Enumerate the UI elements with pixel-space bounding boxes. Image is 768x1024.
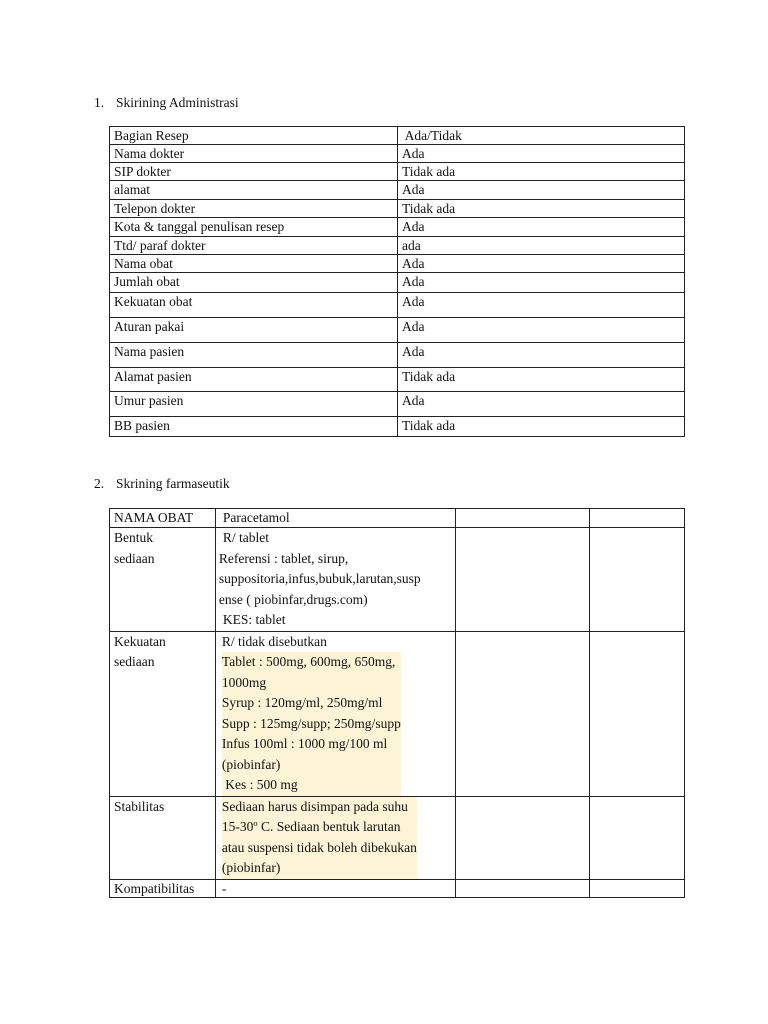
text-line: R/ tidak disebutkan: [221, 633, 327, 649]
bagian-resep-cell: Umur pasien: [110, 392, 398, 417]
label-line: Kekuatan: [114, 633, 166, 649]
header-ada-tidak: Ada/Tidak: [398, 127, 685, 145]
value-bentuk-sediaan: [215, 528, 455, 632]
section1-number: 1.: [94, 95, 105, 110]
status-cell: Ada: [398, 181, 685, 200]
empty-cell: [455, 631, 590, 796]
status-cell: Ada: [398, 255, 685, 273]
status-cell: Ada: [398, 145, 685, 163]
table-row: [110, 392, 685, 417]
value-stabilitas: [215, 796, 455, 879]
empty-cell: [590, 879, 685, 897]
table-row: [110, 145, 685, 163]
table-row: [110, 343, 685, 368]
status-cell: Ada: [398, 343, 685, 368]
label-line: Bentuk: [114, 530, 153, 545]
empty-cell: [590, 509, 685, 528]
empty-cell: [455, 509, 590, 528]
label-bentuk-sediaan: [110, 528, 216, 632]
label-line: sediaan: [114, 550, 155, 566]
text-line: Kes : 500 mg: [221, 777, 298, 792]
table-row: [110, 417, 685, 437]
empty-cell: [455, 796, 590, 879]
empty-cell: [590, 631, 685, 796]
text-line: Supp : 125mg/supp; 250mg/supp: [221, 715, 401, 731]
administrasi-table: [109, 126, 685, 437]
status-cell: ada: [398, 237, 685, 255]
table-row-kekuatan: [110, 631, 685, 796]
label-kompatibilitas: Kompatibilitas: [110, 879, 216, 897]
text-line: suppositoria,infus,bubuk,larutan,susp: [218, 571, 421, 586]
section1-heading: [94, 95, 239, 111]
bagian-resep-cell: Aturan pakai: [110, 318, 398, 343]
status-cell: Ada: [398, 293, 685, 318]
table-header-row: [110, 509, 685, 528]
header-paracetamol: Paracetamol: [215, 509, 455, 528]
bagian-resep-cell: Jumlah obat: [110, 273, 398, 293]
section2-number: 2.: [94, 476, 105, 491]
table-row: [110, 273, 685, 293]
table-row: [110, 181, 685, 200]
bagian-resep-cell: Kekuatan obat: [110, 293, 398, 318]
bagian-resep-cell: Nama pasien: [110, 343, 398, 368]
status-cell: Tidak ada: [398, 368, 685, 392]
empty-cell: [455, 879, 590, 897]
text-line: (piobinfar): [221, 756, 281, 772]
table-row: [110, 237, 685, 255]
bagian-resep-cell: BB pasien: [110, 417, 398, 437]
bagian-resep-cell: Telepon dokter: [110, 200, 398, 218]
table-row: [110, 200, 685, 218]
highlighted-text: [222, 652, 401, 796]
section2-title: Skrining farmaseutik: [116, 476, 230, 491]
table-row: [110, 255, 685, 273]
bagian-resep-cell: SIP dokter: [110, 163, 398, 181]
text-line: Syrup : 120mg/ml, 250mg/ml: [221, 695, 383, 710]
label-stabilitas: [110, 796, 216, 879]
label-line: sediaan: [114, 654, 155, 669]
text-line: KES: tablet: [222, 612, 286, 627]
value-kompatibilitas: -: [215, 879, 455, 897]
status-cell: Tidak ada: [398, 200, 685, 218]
status-cell: Ada: [398, 318, 685, 343]
text-line: R/ tablet: [222, 530, 270, 545]
farmaseutik-table: [109, 508, 685, 898]
label-line: Stabilitas: [114, 798, 165, 814]
bagian-resep-cell: Nama obat: [110, 255, 398, 273]
text-line: Tablet : 500mg, 600mg, 650mg,: [221, 654, 396, 669]
header-nama-obat: NAMA OBAT: [110, 509, 216, 528]
table-row: [110, 318, 685, 343]
text-line: Infus 100ml : 1000 mg/100 ml: [221, 736, 388, 751]
status-cell: Tidak ada: [398, 417, 685, 437]
table-row-stabilitas: [110, 796, 685, 879]
text-line: atau suspensi tidak boleh dibekukan: [221, 839, 417, 855]
table-row: [110, 293, 685, 318]
table-header-row: [110, 127, 685, 145]
section1-title: Skirining Administrasi: [116, 95, 239, 110]
highlighted-text: [222, 797, 417, 879]
status-cell: Ada: [398, 392, 685, 417]
status-cell: Ada: [398, 218, 685, 237]
text-line: (piobinfar): [221, 860, 281, 875]
empty-cell: [590, 528, 685, 632]
value-kekuatan-sediaan: [215, 631, 455, 796]
status-cell: Tidak ada: [398, 163, 685, 181]
table-row: [110, 218, 685, 237]
bagian-resep-cell: Alamat pasien: [110, 368, 398, 392]
text-line: Referensi : tablet, sirup,: [218, 550, 349, 566]
text-line: 15-30º C. Sediaan bentuk larutan: [221, 819, 401, 834]
table-row: [110, 163, 685, 181]
text-line: Sediaan harus disimpan pada suhu: [221, 798, 408, 814]
empty-cell: [455, 528, 590, 632]
table-row-kompatibilitas: [110, 879, 685, 897]
bagian-resep-cell: Kota & tanggal penulisan resep: [110, 218, 398, 237]
administrasi-table-body: [110, 127, 685, 437]
text-line: 1000mg: [221, 674, 267, 690]
bagian-resep-cell: alamat: [110, 181, 398, 200]
empty-cell: [590, 796, 685, 879]
bagian-resep-cell: Ttd/ paraf dokter: [110, 237, 398, 255]
text-line: ense ( piobinfar,drugs.com): [218, 591, 368, 607]
table-row: [110, 368, 685, 392]
table-row-bentuk: [110, 528, 685, 632]
header-bagian-resep: Bagian Resep: [110, 127, 398, 145]
status-cell: Ada: [398, 273, 685, 293]
bagian-resep-cell: Nama dokter: [110, 145, 398, 163]
label-kekuatan-sediaan: [110, 631, 216, 796]
section2-heading: [94, 476, 230, 492]
